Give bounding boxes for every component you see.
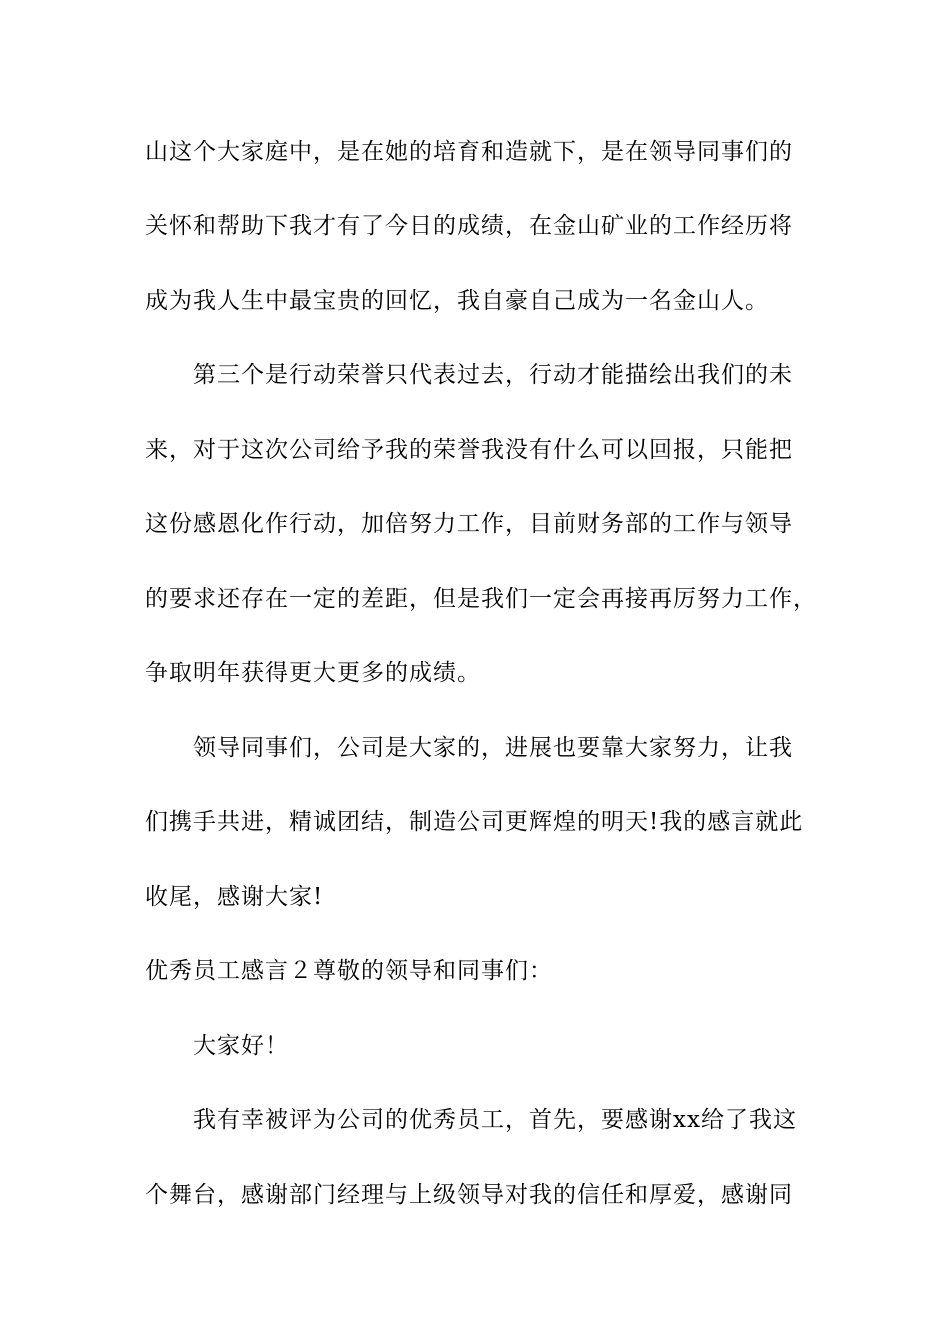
text-line: 争取明年获得更大更多的成绩。 bbox=[145, 660, 481, 686]
text-line: 这份感恩化作行动，加倍努力工作，目前财务部的工作与领导 bbox=[145, 511, 793, 537]
text-line: 山这个大家庭中，是在她的培育和造就下，是在领导同事们的 bbox=[145, 139, 793, 165]
text-line: 成为我人生中最宝贵的回忆，我自豪自己成为一名金山人。 bbox=[145, 288, 769, 314]
paragraph-start-line: 第三个是行动荣誉只代表过去，行动才能描绘出我们的未 bbox=[193, 362, 793, 388]
text-line: 的要求还存在一定的差距，但是我们一定会再接再厉努力工作， bbox=[145, 586, 817, 612]
text-line: 来，对于这次公司给予我的荣誉我没有什么可以回报，只能把 bbox=[145, 437, 793, 463]
text-line: 们携手共进，精诚团结，制造公司更辉煌的明天!我的感言就此 bbox=[145, 809, 804, 835]
text-line: 收尾，感谢大家! bbox=[145, 884, 324, 910]
text-line: 关怀和帮助下我才有了今日的成绩，在金山矿业的工作经历将 bbox=[145, 213, 793, 239]
paragraph-start-line: 领导同事们，公司是大家的，进展也要靠大家努力，让我 bbox=[193, 735, 793, 761]
paragraph-start-line: 我有幸被评为公司的优秀员工，首先，要感谢xx给了我这 bbox=[193, 1107, 797, 1133]
section-heading: 优秀员工感言２尊敬的领导和同事们： bbox=[145, 958, 553, 984]
greeting-line: 大家好！ bbox=[193, 1033, 289, 1059]
text-line: 个舞台，感谢部门经理与上级领导对我的信任和厚爱，感谢同 bbox=[145, 1182, 793, 1208]
